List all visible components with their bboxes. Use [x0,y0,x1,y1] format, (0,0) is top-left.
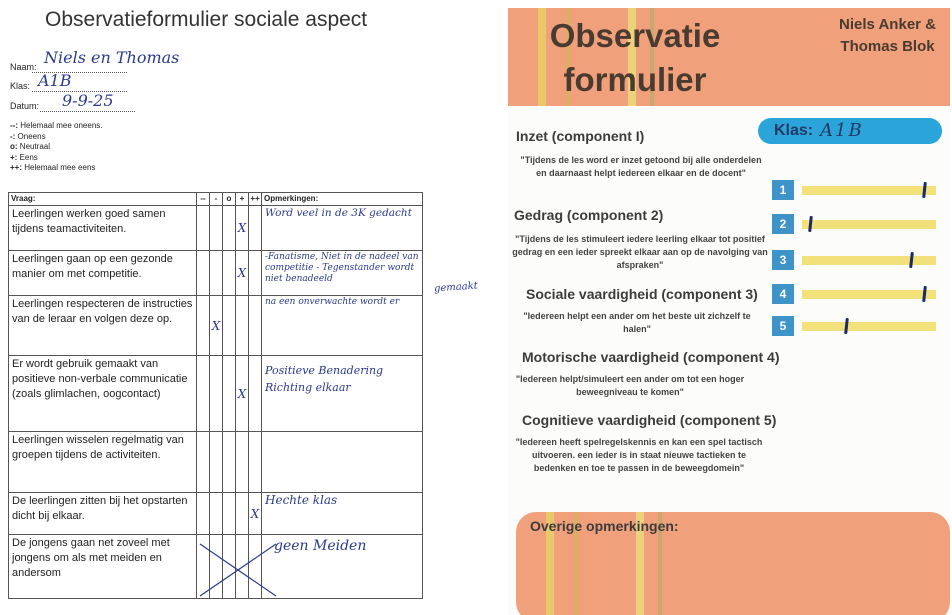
author-name-line: Thomas Blok [840,38,935,55]
rating-legend [10,121,103,174]
rating-cell[interactable] [210,206,223,251]
form-title: Observatieformulier sociale aspect [45,8,368,31]
rating-cell[interactable] [210,356,223,432]
legend-item: +: Eens [10,152,38,162]
header-disagree: - [210,193,223,206]
rating-cell[interactable] [210,251,223,296]
table-row [9,296,423,356]
rating-bar[interactable] [802,256,936,265]
scale-number: 5 [772,316,794,336]
header-agree: + [236,193,249,206]
table-row [9,206,423,251]
rating-cell-checked[interactable]: X [236,356,249,432]
rating-cell[interactable] [223,356,236,432]
header-strongly-disagree: -- [197,193,210,206]
rating-bar[interactable] [802,290,936,299]
remark-cell[interactable]: -Fanatisme, Niet in de nadeel van competitie - Tegenstander wordt niet benadeeld [262,251,423,296]
question-cell: Leerlingen gaan op een gezonde manier om met competitie. [9,251,197,296]
klas-value[interactable]: A1B [820,120,864,141]
field-label: Naam: [10,62,37,72]
rating-cell-checked[interactable]: X [210,296,223,356]
poster-header [508,8,950,106]
header-opmerkingen: Opmerkingen: [262,193,423,206]
remarks-label: Overige opmerkingen: [530,518,679,534]
field-value-naam[interactable]: Niels en Thomas [44,48,180,67]
field-label: Klas: [10,81,31,91]
table-row [9,493,423,535]
rating-marker[interactable] [909,252,914,268]
legend-item: -: Oneens [10,131,46,141]
question-cell: De jongens gaan net zoveel met jongens om als met meiden en andersom [9,535,197,599]
component-title: Motorische vaardigheid (component 4) [522,349,780,365]
field-label: Datum: [10,101,40,111]
rating-cell[interactable] [249,206,262,251]
rating-cell[interactable] [197,493,210,535]
rating-cell[interactable] [236,296,249,356]
rating-marker[interactable] [922,286,927,302]
rating-cell[interactable] [197,251,210,296]
scale-number: 2 [772,214,794,234]
rating-cell[interactable] [197,296,210,356]
rating-cell[interactable] [223,432,236,493]
table-row [9,251,423,296]
rating-cell-checked[interactable]: X [236,251,249,296]
overflow-handwriting: gemaakt [433,280,479,295]
field-datum [10,91,114,111]
field-underline [40,111,135,112]
rating-marker[interactable] [922,182,927,198]
scale-number: 4 [772,284,794,304]
component-title: Sociale vaardigheid (component 3) [526,286,758,302]
scale-number: 3 [772,250,794,270]
field-naam [10,48,180,72]
scale-number: 1 [772,180,794,200]
rating-bar[interactable] [802,220,936,229]
klas-pill [758,118,942,144]
remarks-box[interactable] [516,512,950,615]
field-value-datum[interactable]: 9-9-25 [62,91,114,110]
legend-item: o: Neutraal [10,142,51,151]
question-cell: De leerlingen zitten bij het opstarten dicht bij elkaar. [9,493,197,535]
rating-cell[interactable] [236,493,249,535]
rating-bar[interactable] [802,322,936,331]
klas-label: Klas: [774,122,814,139]
rating-cell[interactable] [249,251,262,296]
cross-out-mark [196,540,280,600]
remark-cell[interactable]: Word veel in de 3K gedacht [262,206,423,251]
rating-cell[interactable] [249,356,262,432]
table-row [9,432,423,493]
poster-title-line: formulier [563,61,707,98]
observation-table [8,192,423,599]
header-strongly-agree: ++ [249,193,262,206]
component-quote: "Iedereen heeft spelregelskennis en kan een spel tactisch uitvoeren. een ieder is in staat nieuwe tactieken te bedenken en toe te passen in de beweegdomein" [515,437,763,473]
component-quote: "Tijdens de les word er inzet getoond bij alle onderdelen en daarnaast helpt iedereen elkaar en de docent" [520,155,762,178]
header-vraag: Vraag: [9,193,197,206]
poster-title [540,14,730,102]
remark-cell[interactable] [262,432,423,493]
question-cell: Leerlingen respecteren de instructies van de leraar en volgen deze op. [9,296,197,356]
rating-cell[interactable] [197,206,210,251]
rating-cell[interactable] [249,432,262,493]
question-cell: Leerlingen werken goed samen tijdens teamactiviteiten. [9,206,197,251]
remark-cell[interactable]: Positieve Benadering Richting elkaar [262,356,423,432]
legend-item: ++: Helemaal mee eens [10,163,96,172]
rating-cell[interactable] [197,432,210,493]
component-quote: "Tijdens de les stimuleert iedere leerling elkaar tot positief gedrag en een ieder spreekt elkaar aan op de navolging van afspraken" [512,234,768,270]
field-klas [10,71,72,91]
component-quote: "Iedereen helpt/simuleert een ander om tot een hoger beweegniveau te komen" [515,374,745,397]
question-cell: Er wordt gebruik gemaakt van positieve non-verbale communicatie (zoals glimlachen, oogcontact) [9,356,197,432]
rating-marker[interactable] [844,318,849,334]
observation-poster [508,8,950,615]
poster-title-line: Observatie [549,17,721,54]
component-title: Gedrag (component 2) [514,207,664,223]
rating-bar[interactable] [802,186,936,195]
rating-cell[interactable] [249,296,262,356]
table-row [9,356,423,432]
rating-cell[interactable] [223,296,236,356]
field-value-klas[interactable]: A1B [38,71,72,90]
rating-cell[interactable] [236,432,249,493]
component-title: Cognitieve vaardigheid (component 5) [522,412,777,428]
rating-cell[interactable] [210,493,223,535]
rating-cell[interactable] [197,356,210,432]
rating-cell[interactable] [223,493,236,535]
rating-cell-checked[interactable]: X [249,493,262,535]
remark-cell[interactable]: na een onverwachte wordt er [262,296,423,356]
rating-cell[interactable] [223,251,236,296]
rating-cell-checked[interactable]: X [236,206,249,251]
question-cell: Leerlingen wisselen regelmatig van groepen tijdens de activiteiten. [9,432,197,493]
header-neutral: o [223,193,236,206]
component-title: Inzet (component I) [516,128,645,144]
remark-cell[interactable]: Hechte klas [262,493,423,535]
component-quote: "Iedereen helpt een ander om het beste uit zichzelf te halen" [523,311,751,334]
rating-cell[interactable] [210,432,223,493]
rating-cell[interactable] [223,206,236,251]
legend-item: --: Helemaal mee oneens. [10,121,103,130]
rating-marker[interactable] [808,216,813,232]
author-name-line: Niels Anker & [839,16,936,33]
author-names [839,14,936,58]
table-header-row [9,193,423,206]
remark-cell[interactable]: geen Meiden [262,535,423,599]
